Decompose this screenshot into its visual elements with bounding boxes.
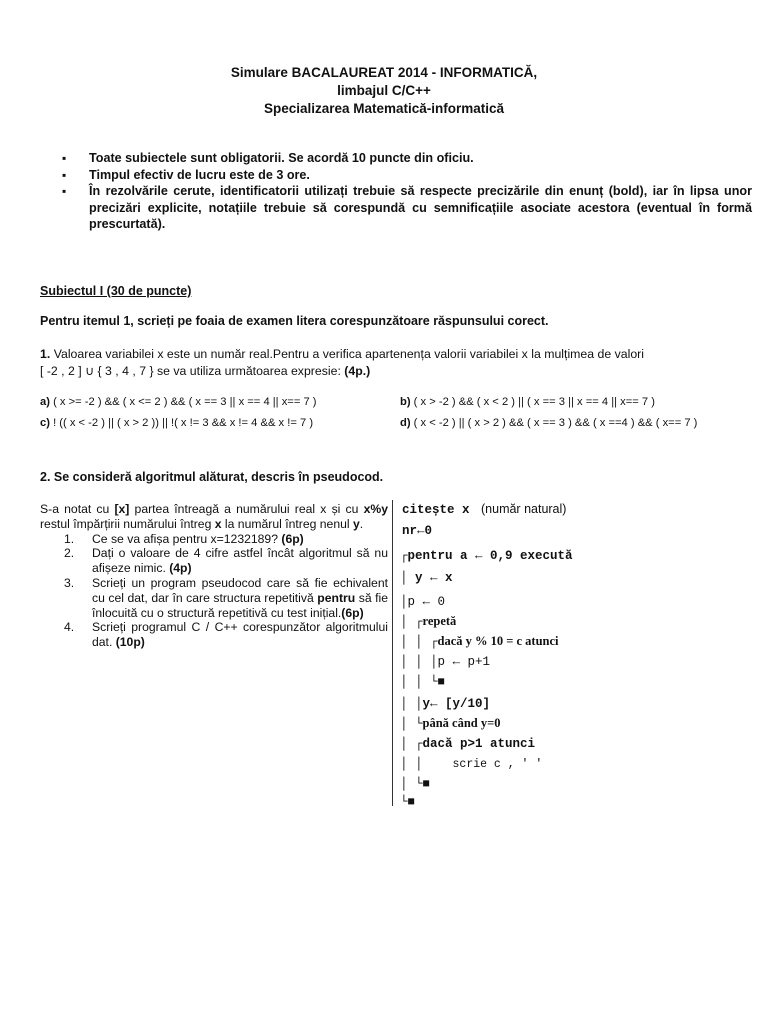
pseudo-code: y← [y/10] [422,697,491,711]
q2-subitem [40,532,388,547]
pseudocode-block [400,500,740,810]
pseudo-line-until: │ └până când y=0 [400,716,501,731]
q2-intro-part: [x] [114,502,130,516]
pseudo-line-for: ┌pentru a ← 0,9 execută [400,549,573,563]
q1-number: 1. [40,347,51,361]
pseudo-code: y ← x [415,571,453,585]
pseudo-line-end-for: └■ [400,795,416,809]
question-2-text [40,502,388,650]
q1-set-expr: [ -2 , 2 ] ∪ { 3 , 4 , 7 } se va utiliza următoarea expresie: [40,364,341,378]
q2-subitem [40,620,388,650]
subitem-number: 3. [64,575,75,590]
option-text: ( x < -2 ) || ( x > 2 ) && ( x == 3 ) && ( x ==4 ) && ( x== 7 ) [413,417,698,429]
pseudo-keyword: dacă p>1 atunci [422,737,536,751]
q2-intro-part: x [214,516,222,531]
option-label: b) [400,396,411,408]
pseudo-keyword: repetă [422,614,457,628]
q2-intro-part: y [352,516,360,531]
header-language: limbajul C/C++ [337,83,431,98]
pseudo-keyword: până când y=0 [422,716,501,730]
subitem-points: (6p) [281,531,304,546]
option-label: c) [40,417,50,429]
pseudo-line-if-count: │ ┌dacă p>1 atunci [400,737,536,751]
subitem-number: 4. [64,620,75,635]
subitem-text: să fie înlocuită cu o structură repetitivă cu test inițial. [92,590,388,620]
q1-option-a [40,396,317,408]
subitem-text: Scrieți programul C / C++ corespunzător algoritmului dat. [92,620,388,650]
option-text: ( x > -2 ) && ( x < 2 ) || ( x == 3 || x == 4 || x== 7 ) [413,396,655,408]
pseudo-code: p ← p+1 [437,655,491,669]
option-text: ! (( x < -2 ) || ( x > 2 )) || !( x != 3 && x != 4 && x != 7 ) [53,417,314,429]
pseudo-line-increment: │ │ │p ← p+1 [400,655,491,669]
pseudo-line-repeat: │ ┌repetă [400,614,457,629]
pseudo-note: (număr natural) [481,502,567,516]
subitem-text: Dați o valoare de 4 cifre astfel încât algoritmul să nu afișeze nimic. [92,546,388,576]
pseudo-line-init: nr←0 [402,524,433,538]
q1-points: (4p.) [344,364,371,378]
q2-intro-part: restul împărțirii numărului întreg [40,516,215,531]
pseudo-line-if-digit: │ │ ┌dacă y % 10 = c atunci [400,634,559,649]
q1-option-b [400,396,655,408]
column-divider [392,500,393,806]
q2-intro-part: S-a notat cu [40,502,115,516]
pseudo-line-end-if: │ │ └■ [400,675,446,689]
q2-subitems [40,532,388,650]
subitem-text: Scrieți un program pseudocod care să fie echivalent cu cel dat, dar în care structura repetitivă [92,575,388,605]
subitem-points: (6p) [341,605,364,620]
option-text: ( x >= -2 ) && ( x <= 2 ) && ( x == 3 || x == 4 || x== 7 ) [53,396,317,408]
option-label: a) [40,396,50,408]
q2-intro-part: partea întreagă a numărului real x și cu [129,502,364,516]
exam-header [0,64,768,118]
subitem-points: (4p) [169,561,192,576]
q2-intro [40,502,388,532]
q1-option-c [40,417,313,429]
subitem-text-bold: pentru [317,590,356,605]
pseudo-line-divide: │ │y← [y/10] [400,697,491,711]
q2-intro-part: . [359,516,364,531]
item-instruction: Pentru itemul 1, scrieți pe foaia de examen litera corespunzătoare răspunsului corect. [40,314,549,328]
q2-intro-part: x%y [363,502,388,516]
pseudo-line-assign-y: │ y ← x [400,571,453,585]
rules-list [62,150,752,233]
q2-subitem [40,546,388,576]
subitem-number: 1. [64,531,75,546]
subitem-points: (10p) [115,635,145,650]
rule-item: ▪ Toate subiectele sunt obligatorii. Se acordă 10 puncte din oficiu. [62,150,752,167]
pseudo-line-end-if-2: │ └■ [400,777,431,791]
q1-text: Valoarea variabilei x este un număr real.Pentru a verifica apartenența valorii variabilei x la mulțimea de valori [53,347,645,361]
header-title: Simulare BACALAUREAT 2014 - INFORMATICĂ, [230,65,538,80]
q2-intro-part: la numărul întreg nenul [221,516,353,531]
pseudo-keyword: dacă y % 10 = c atunci [437,634,559,648]
q1-option-d [400,417,697,429]
rule-item: ▪ În rezolvările cerute, identificatorii utilizați trebuie să respecte precizările din enunț (bold), iar în lipsa unor precizări explicite, notațiile trebuie să corespundă cu semnificațiile asociate acestora (eventual în formă prescurtată). [62,183,752,233]
pseudo-line-write: │ │ scrie c , ' ' [400,757,543,771]
subitem-number: 2. [64,546,75,561]
q2-subitem [40,576,388,620]
header-specialization: Specializarea Matematică-informatică [263,101,505,116]
pseudo-line-assign-p: │p ← 0 [400,595,446,609]
subject-title: Subiectul I (30 de puncte) [40,284,192,298]
pseudo-keyword: pentru a ← 0,9 execută [407,549,573,563]
pseudo-keyword: citește x [402,503,470,517]
question-1 [40,346,740,380]
pseudo-code: scrie c , ' ' [452,758,543,771]
subitem-text: Ce se va afișa pentru x=1232189? [92,531,282,546]
pseudo-line-read [402,502,566,517]
option-label: d) [400,417,411,429]
question-2-title: 2. Se consideră algoritmul alăturat, descris în pseudocod. [40,470,384,484]
rule-item: ▪ Timpul efectiv de lucru este de 3 ore. [62,167,752,184]
pseudo-code: p ← 0 [407,595,446,609]
